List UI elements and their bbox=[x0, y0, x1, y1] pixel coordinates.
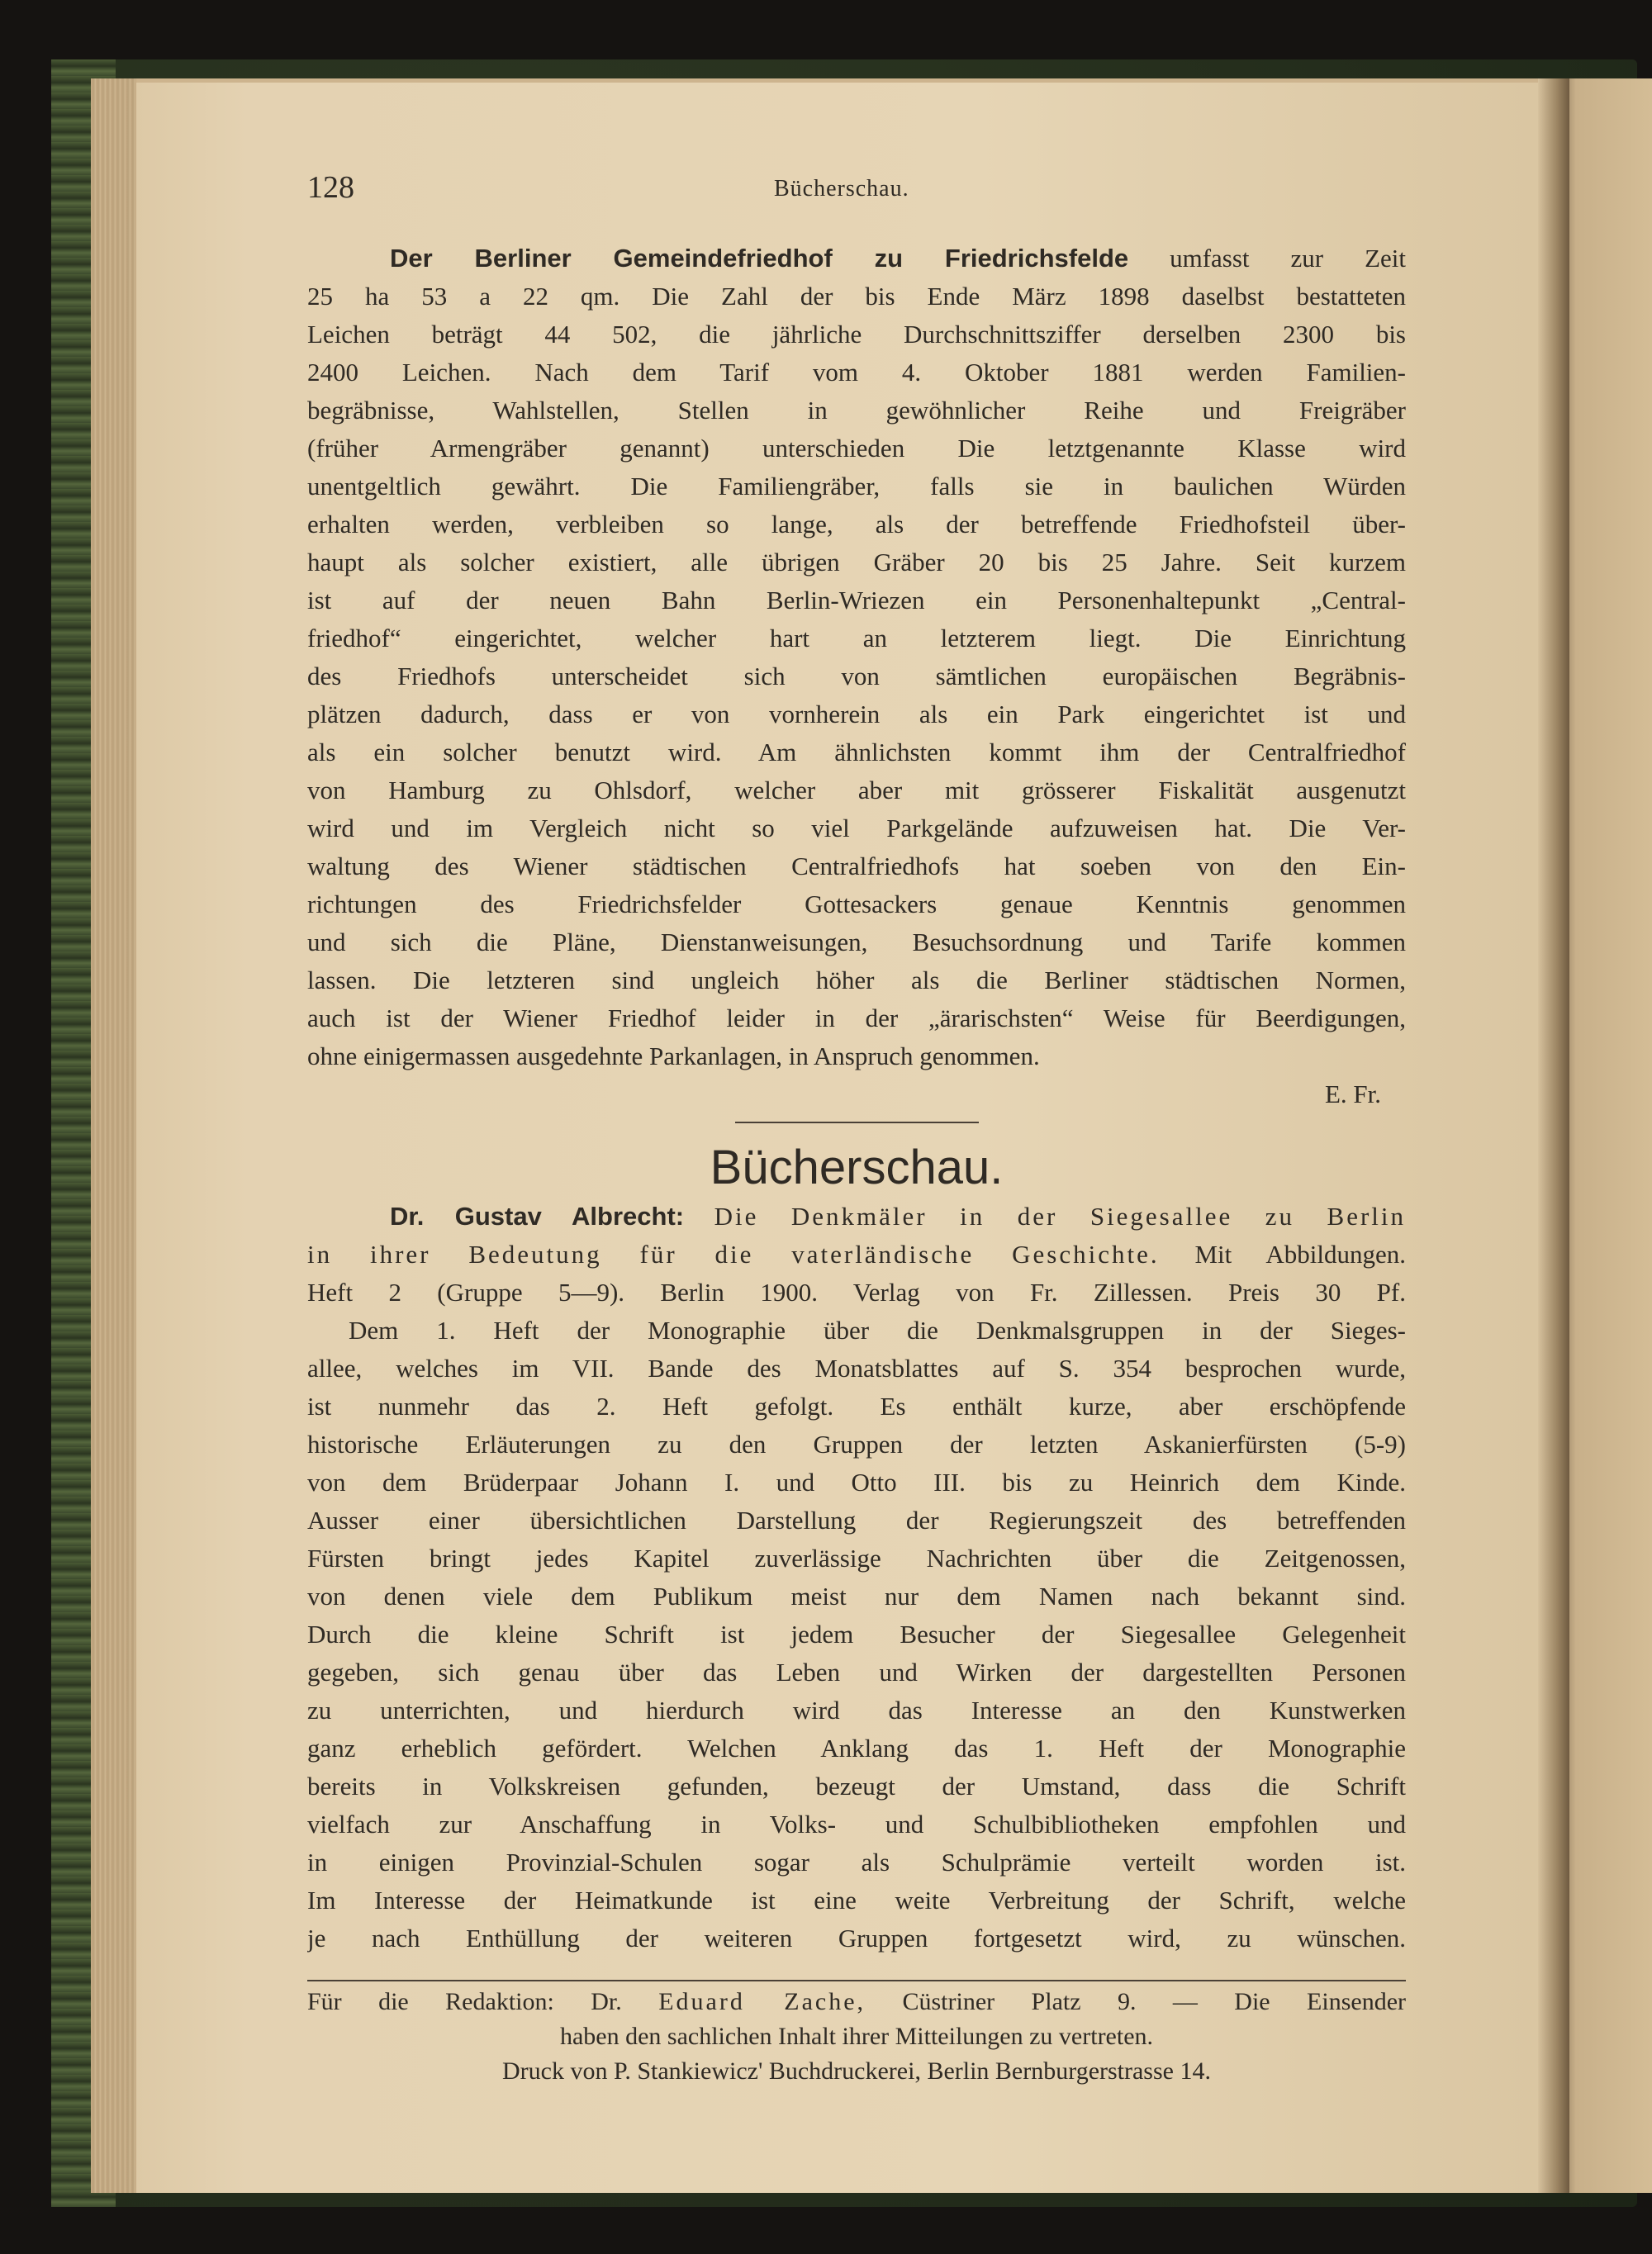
colophon-line: haben den sachlichen Inhalt ihrer Mitteilungen zu vertreten. bbox=[559, 2023, 1154, 2050]
article-line: lassen. Die letzteren sind ungleich höher als die Berliner städtischen Normen, bbox=[307, 966, 1406, 994]
article-line bbox=[307, 240, 1406, 278]
article-line: und sich die Pläne, Dienstanweisungen, Besuchsordnung und Tarife kommen bbox=[307, 928, 1406, 956]
review-line: ganz erheblich gefördert. Welchen Anklang das 1. Heft der Monographie bbox=[307, 1734, 1406, 1763]
colophon-prefix: Für die Redaktion: Dr. bbox=[307, 1988, 622, 2015]
page-header bbox=[307, 169, 1406, 215]
review-line: vielfach zur Anschaffung in Volks- und Schulbibliotheken empfohlen und bbox=[307, 1810, 1406, 1839]
review-author: Dr. Gustav Albrecht: bbox=[390, 1202, 685, 1231]
article-line: unentgeltlich gewährt. Die Familiengräber, falls sie in baulichen Würden bbox=[307, 472, 1406, 501]
colophon-line bbox=[307, 1985, 1406, 2019]
review-book-title-cont: in ihrer Bedeutung für die vaterländische Geschichte. bbox=[307, 1240, 1160, 1269]
review-heading-line bbox=[307, 1198, 1406, 1236]
review-line: von dem Brüderpaar Johann I. und Otto III. bis zu Heinrich dem Kinde. bbox=[307, 1468, 1406, 1497]
article-line: erhalten werden, verbleiben so lange, als der betreffende Friedhofsteil über- bbox=[307, 510, 1406, 539]
colophon-editor: Eduard Zache, bbox=[658, 1988, 866, 2015]
article-line: haupt als solcher existiert, alle übrigen Gräber 20 bis 25 Jahre. Seit kurzem bbox=[307, 548, 1406, 577]
review-book-title: Die Denkmäler in der Siegesallee zu Berlin bbox=[714, 1202, 1406, 1231]
review-line: Dem 1. Heft der Monographie über die Denkmalsgruppen in der Sieges- bbox=[349, 1316, 1406, 1345]
review-line: bereits in Volkskreisen gefunden, bezeugt der Umstand, dass die Schrift bbox=[307, 1772, 1406, 1801]
article-line-text: umfasst zur Zeit bbox=[1170, 244, 1406, 273]
article-line: richtungen des Friedrichsfelder Gottesackers genaue Kenntnis genommen bbox=[307, 890, 1406, 918]
review-line: Fürsten bringt jedes Kapitel zuverlässige Nachrichten über die Zeitgenossen, bbox=[307, 1544, 1406, 1573]
review-line: ist nunmehr das 2. Heft gefolgt. Es enthält kurze, aber erschöpfende bbox=[307, 1392, 1406, 1421]
article-line: wird und im Vergleich nicht so viel Parkgelände aufzuweisen hat. Die Ver- bbox=[307, 814, 1406, 842]
section-title: Bücherschau. bbox=[710, 1141, 1004, 1194]
footer-divider bbox=[307, 1980, 1406, 1981]
review-line: allee, welches im VII. Bande des Monatsblattes auf S. 354 besprochen wurde, bbox=[307, 1354, 1406, 1383]
review-line: Im Interesse der Heimatkunde ist eine weite Verbreitung der Schrift, welche bbox=[307, 1886, 1406, 1915]
review-line: historische Erläuterungen zu den Gruppen der letzten Askanierfürsten (5-9) bbox=[307, 1430, 1406, 1459]
article-line: waltung des Wiener städtischen Centralfriedhofs hat soeben von den Ein- bbox=[307, 852, 1406, 880]
page-edges bbox=[91, 78, 136, 2193]
article-title: Der Berliner Gemeindefriedhof zu Friedrichsfelde bbox=[390, 244, 1129, 273]
article-line: 2400 Leichen. Nach dem Tarif vom 4. Oktober 1881 werden Familien- bbox=[307, 358, 1406, 387]
article-line: 25 ha 53 a 22 qm. Die Zahl der bis Ende März 1898 daselbst bestatteten bbox=[307, 282, 1406, 311]
article-line: von Hamburg zu Ohlsdorf, welcher aber mit grösserer Fiskalität ausgenutzt bbox=[307, 776, 1406, 804]
review-line: gegeben, sich genau über das Leben und Wirken der dargestellten Personen bbox=[307, 1658, 1406, 1687]
review-imprint: Heft 2 (Gruppe 5—9). Berlin 1900. Verlag von Fr. Zillessen. Preis 30 Pf. bbox=[307, 1278, 1406, 1307]
article-line: als ein solcher benutzt wird. Am ähnlichsten kommt ihm der Centralfriedhof bbox=[307, 738, 1406, 766]
article-line: des Friedhofs unterscheidet sich von sämtlichen europäischen Begräbnis- bbox=[307, 662, 1406, 690]
review-line: Durch die kleine Schrift ist jedem Besucher der Siegesallee Gelegenheit bbox=[307, 1620, 1406, 1649]
review-line: zu unterrichten, und hierdurch wird das Interesse an den Kunstwerken bbox=[307, 1696, 1406, 1725]
review-line: von denen viele dem Publikum meist nur dem Namen nach bekannt sind. bbox=[307, 1582, 1406, 1611]
running-head: Bücherschau. bbox=[774, 176, 909, 202]
article-line: auch ist der Wiener Friedhof leider in der „ärarischsten“ Weise für Beerdigungen, bbox=[307, 1004, 1406, 1032]
review-line: Ausser einer übersichtlichen Darstellung der Regierungszeit des betreffenden bbox=[307, 1506, 1406, 1535]
review-line: in einigen Provinzial-Schulen sogar als Schulprämie verteilt worden ist. bbox=[307, 1848, 1406, 1877]
article-line: begräbnisse, Wahlstellen, Stellen in gewöhnlicher Reihe und Freigräber bbox=[307, 396, 1406, 425]
colophon bbox=[307, 1985, 1406, 2089]
article-line: plätzen dadurch, dass er von vornherein als ein Park eingerichtet ist und bbox=[307, 700, 1406, 728]
article-signature: E. Fr. bbox=[1324, 1080, 1381, 1108]
article-line: (früher Armengräber genannt) unterschieden Die letztgenannte Klasse wird bbox=[307, 434, 1406, 463]
page-gutter bbox=[1538, 78, 1569, 2193]
review-line: je nach Enthüllung der weiteren Gruppen fortgesetzt wird, zu wünschen. bbox=[307, 1924, 1406, 1953]
article-line: ohne einigermassen ausgedehnte Parkanlagen, in Anspruch genommen. bbox=[307, 1042, 1040, 1070]
colophon-printer: Druck von P. Stankiewicz' Buchdruckerei, Berlin Bernburgerstrasse 14. bbox=[502, 2057, 1211, 2085]
facing-page-edge bbox=[1557, 78, 1652, 2193]
article-line: friedhof“ eingerichtet, welcher hart an letzterem liegt. Die Einrichtung bbox=[307, 624, 1406, 652]
article-body bbox=[307, 240, 1406, 1113]
review-book-title-tail: Mit Abbildungen. bbox=[1194, 1240, 1406, 1269]
review-body bbox=[307, 1198, 1406, 1957]
article-line: Leichen beträgt 44 502, die jährliche Durchschnittsziffer derselben 2300 bis bbox=[307, 320, 1406, 349]
page-number: 128 bbox=[307, 170, 354, 205]
review-heading-line bbox=[307, 1236, 1406, 1274]
section-divider bbox=[735, 1122, 979, 1123]
article-line: ist auf der neuen Bahn Berlin-Wriezen ein Personenhaltepunkt „Central- bbox=[307, 586, 1406, 615]
colophon-address: Cüstriner Platz 9. — Die Einsender bbox=[902, 1988, 1407, 2015]
